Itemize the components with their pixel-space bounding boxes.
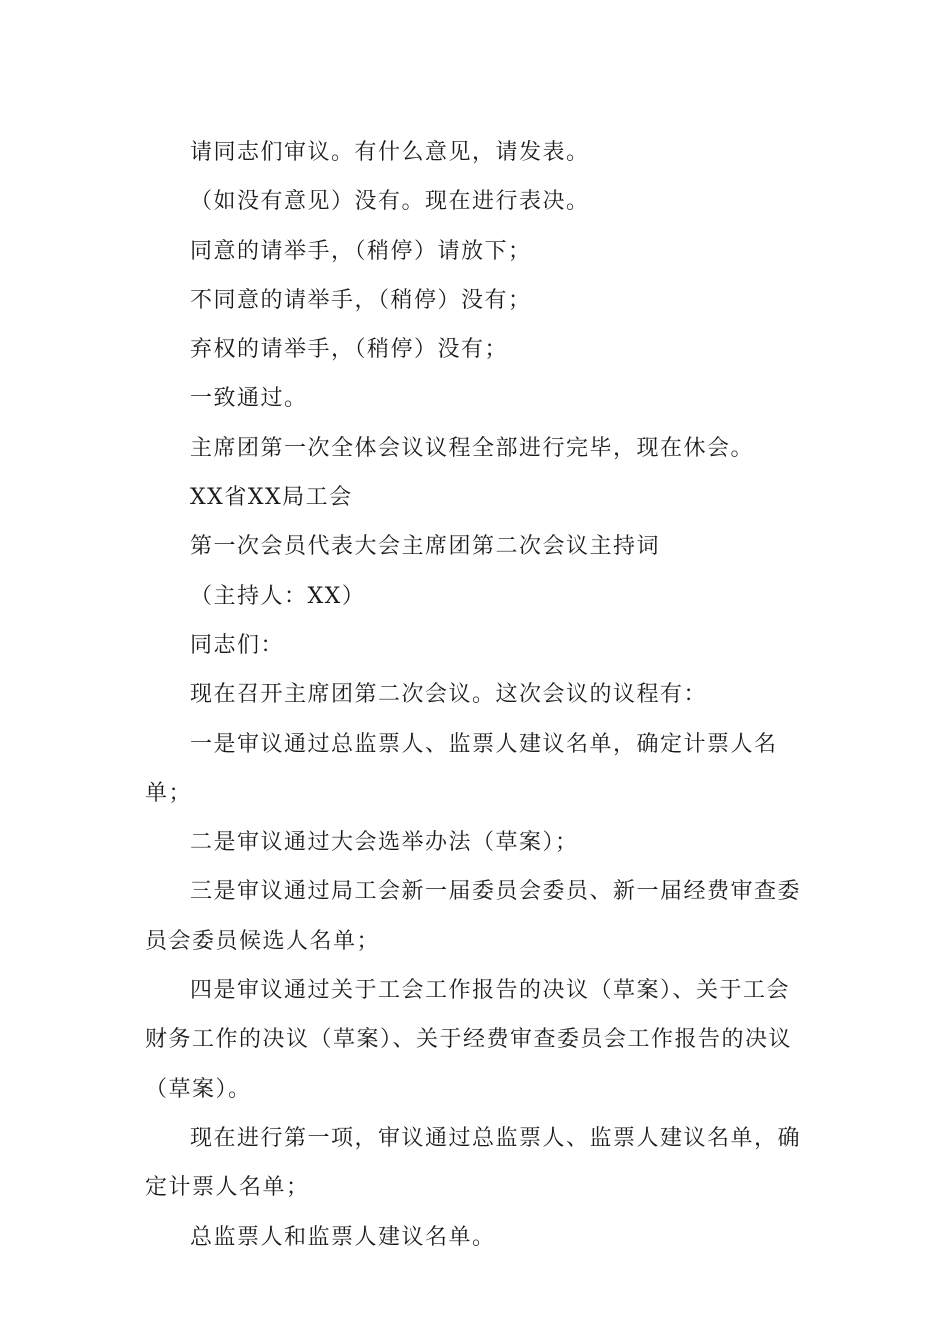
host-line: （主持人：XX） xyxy=(190,583,366,609)
document-body xyxy=(145,128,805,1262)
paragraph: 现在召开主席团第二次会议。这次会议的议程有： xyxy=(190,682,708,708)
agenda-item: 一是审议通过总监票人、监票人建议名单，确定计票人名单； xyxy=(145,731,778,806)
paragraph: 总监票人和监票人建议名单。 xyxy=(190,1224,496,1250)
paragraph: （如没有意见）没有。现在进行表决。 xyxy=(190,189,590,215)
paragraph: 一致通过。 xyxy=(190,386,308,412)
agenda-item: 二是审议通过大会选举办法（草案）； xyxy=(190,830,579,856)
paragraph: 不同意的请举手，（稍停）没有； xyxy=(190,287,532,313)
agenda-item: 三是审议通过局工会新一届委员会委员、新一届经费审查委员会委员候选人名单； xyxy=(145,879,802,954)
paragraph: 现在进行第一项，审议通过总监票人、监票人建议名单，确定计票人名单； xyxy=(145,1125,802,1201)
section-title: 第一次会员代表大会主席团第二次会议主持词 xyxy=(190,534,661,560)
salutation: 同志们： xyxy=(190,632,285,658)
paragraph: 请同志们审议。有什么意见，请发表。 xyxy=(190,140,590,165)
paragraph: 同意的请举手，（稍停）请放下； xyxy=(190,238,532,264)
paragraph: 弃权的请举手，（稍停）没有； xyxy=(190,337,509,363)
organization-name: XX省XX局工会 xyxy=(190,485,353,511)
agenda-item: 四是审议通过关于工会工作报告的决议（草案）、关于工会财务工作的决议（草案）、关于经费审查委员会工作报告的决议（草案）。 xyxy=(145,978,793,1102)
paragraph: 主席团第一次全体会议议程全部进行完毕，现在休会。 xyxy=(190,435,755,461)
